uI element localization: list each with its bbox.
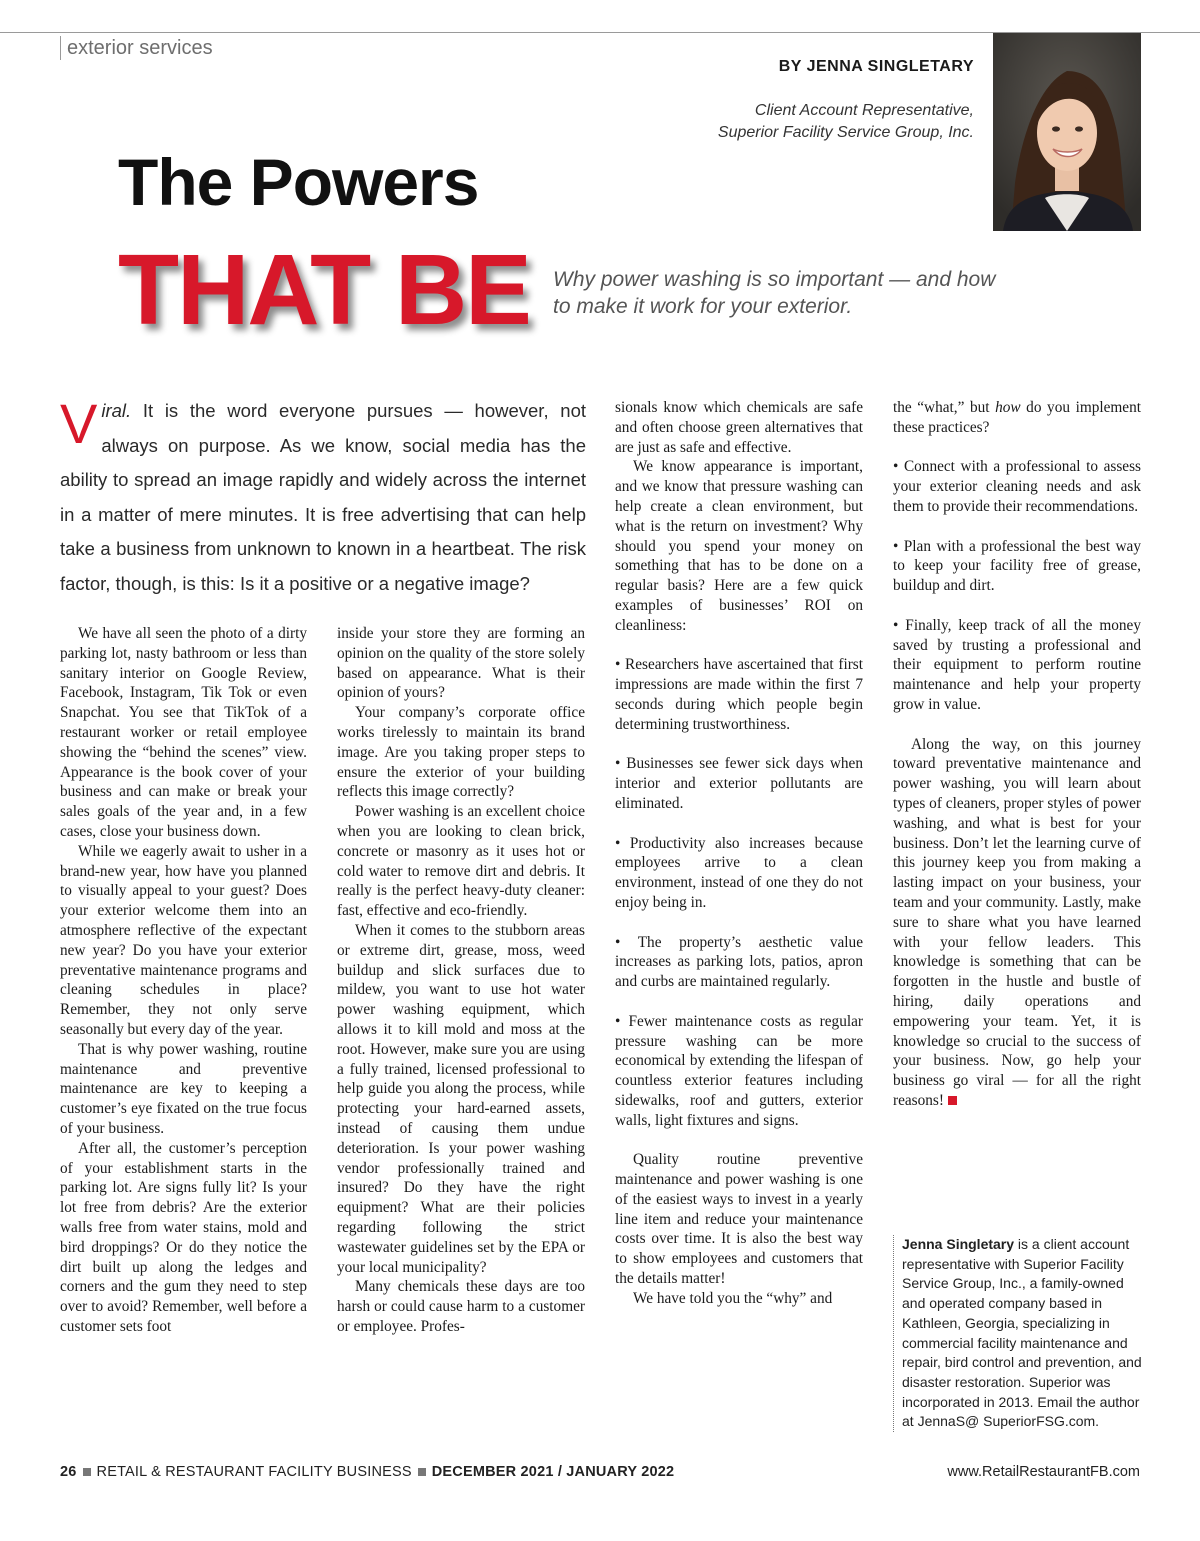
- body-column-1: [60, 624, 307, 1337]
- bullet-item: • Businesses see fewer sick days when interior and exterior pollutants are eliminated.: [615, 755, 863, 812]
- body-paragraph: [893, 398, 1141, 438]
- footer-url: www.RetailRestaurantFB.com: [947, 1464, 1140, 1480]
- separator-square-icon: [418, 1468, 426, 1476]
- body-text: do you implement these practices?: [893, 399, 1141, 436]
- bullet-item: • Researchers have ascertained that first impressions are made within the first 7 seconds during which people begin determining trustworthiness.: [615, 656, 863, 733]
- body-paragraph: Your company’s corporate office works tirelessly to maintain its brand image. Are you taking proper steps to ensure the exterior of your building reflects this image correctly?: [337, 704, 585, 801]
- bullet-item: • Connect with a professional to assess your exterior cleaning needs and ask them to provide their recommendations.: [893, 458, 1141, 515]
- bullet-item: • Fewer maintenance costs as regular pressure washing can be more economical by extending the lifespan of countless exterior features including sidewalks, roof and gutters, exterior walls, light fixtures and signs.: [615, 1012, 863, 1129]
- page-number: 26: [60, 1464, 77, 1480]
- bullet-item: • Plan with a professional the best way to keep your facility free of grease, buildup and dirt.: [893, 537, 1141, 595]
- lede-paragraph: [60, 394, 586, 602]
- body-paragraph: Quality routine preventive maintenance and power washing is one of the easiest ways to invest in a yearly line item and reduce your maintenance costs over time. It is also the best way to show employees and customers that the details matter!: [615, 1151, 863, 1288]
- byline: BY JENNA SINGLETARY: [778, 58, 974, 75]
- deck-subtitle: Why power washing is so important — and how to make it work for your exterior.: [553, 268, 996, 318]
- body-paragraph: Many chemicals these days are too harsh or could cause harm to a customer or employee. Profes-: [337, 1278, 585, 1335]
- author-portrait-illustration: [993, 33, 1141, 231]
- body-paragraph: sionals know which chemicals are safe and often choose green alternatives that are just as safe and effective.: [615, 399, 863, 456]
- section-label: exterior services: [60, 36, 213, 60]
- headline-line-1: The Powers: [118, 145, 479, 219]
- footer-folio: [60, 1464, 674, 1480]
- body-paragraph: inside your store they are forming an opinion on the quality of the store solely based on appearance. What is their opinion of yours?: [337, 625, 585, 702]
- body-column-2: [337, 624, 585, 1337]
- bio-text: is a client account representative with Superior Facility Service Group, Inc., a family-owned and operated company based in Kathleen, Georgia, specializing in commercial facility maintenance and repair, bird control and prevention, and disaster restoration. Superior was incorporated in 2013. Email the author at JennaS@ SuperiorFSG.com.: [902, 1236, 1142, 1430]
- bullet-item: • Productivity also increases because employees arrive to a clean environment, instead of one they do not enjoy being in.: [615, 834, 863, 911]
- author-photo: [993, 33, 1141, 231]
- bio-name: Jenna Singletary: [902, 1236, 1015, 1252]
- body-paragraph: That is why power washing, routine maintenance and preventive maintenance are key to keeping a customer’s eye fixated on the true focus of your business.: [60, 1040, 307, 1137]
- body-column-3: [615, 398, 863, 1309]
- body-column-4: [893, 398, 1141, 1111]
- publication-name: RETAIL & RESTAURANT FACILITY BUSINESS: [96, 1464, 412, 1480]
- body-paragraph: We know appearance is important, and we know that pressure washing can help create a clean environment, but what is the return on investment? Why should you spend your money on something that has to be done on a regular basis? Here are a few quick examples of businesses’ ROI on cleanliness:: [615, 458, 863, 634]
- body-paragraph: Power washing is an excellent choice when you are looking to clean brick, concrete or masonry as it uses hot or cold water to remove dirt and debris. It really is the perfect heavy-duty cleaner: fast, effective and eco-friendly.: [337, 803, 585, 920]
- body-paragraph: We have all seen the photo of a dirty parking lot, nasty bathroom or less than sanitary interior on Google Review, Facebook, Instagram, Tik Tok or even Snapchat. You see that TikTok of a restaurant worker or retail employee showing the “behind the scenes” view. Appearance is the book cover of your business and can make or break your sales goals of the year and, in a few cases, close your business down.: [60, 625, 307, 840]
- body-paragraph: When it comes to the stubborn areas or extreme dirt, grease, moss, weed buildup and slick surfaces due to mildew, you want to use hot water power washing equipment, which allows it to kill mold and moss at the root. However, make sure you are using a fully trained, licensed professional to help guide you along the process, while protecting your hard-earned assets, instead of causing them undue deterioration. Is your power washing vendor professionally trained and insured? Do they have the right equipment? What are their policies regarding following the strict wastewater guidelines set by the EPA or your local municipality?: [337, 921, 585, 1276]
- author-title: [718, 100, 974, 144]
- lede-text: It is the word everyone pursues — however, not always on purpose. As we know, social media has the ability to spread an image rapidly and widely across the internet in a matter of mere minutes. It is free advertising that can help take a business from unknown to known in a heartbeat. The risk factor, though, is this: Is it a positive or a negative image?: [60, 400, 586, 594]
- author-title-line-1: Client Account Representative,: [754, 102, 974, 119]
- body-paragraph: After all, the customer’s perception of your establishment starts in the parking lot. Are signs fully lit? Is your lot free from debris? Are the exterior walls free from water stains, mold and bird droppings? Or do they notice the dirt built up along the ledges and corners and the gum they need to step over to avoid? Remember, well before a customer sets foot: [60, 1139, 307, 1335]
- issue-date: DECEMBER 2021 / JANUARY 2022: [431, 1464, 675, 1480]
- bullet-item: • The property’s aesthetic value increases as parking lots, patios, apron and curbs are maintained regularly.: [615, 933, 863, 991]
- end-mark-icon: [948, 1096, 957, 1105]
- lede-italic-word: iral.: [101, 400, 132, 421]
- drop-cap: V: [60, 392, 98, 455]
- body-text: the “what,” but: [893, 399, 996, 416]
- separator-square-icon: [83, 1468, 91, 1476]
- bullet-item: • Finally, keep track of all the money saved by trusting a professional and their equipment to perform routine maintenance and help your property grow in value.: [893, 616, 1141, 713]
- closing-text: Along the way, on this journey toward preventative maintenance and power washing, you will learn about types of cleaners, proper styles of power washing, and what is best for your business. Don’t let the learning curve of this journey keep you from making a lasting impact on your business, your team and your community. Lastly, make sure to share what you have learned with your fellow leaders. This knowledge is something that can be forgotten in the hustle and bustle of hiring, daily operations and empowering your team. Yet, it is knowledge so crucial to the success of your business. Now, go help your business go viral — for all the right reasons!: [893, 735, 1141, 1109]
- headline-line-2: THAT BE: [118, 234, 530, 346]
- author-bio: [893, 1235, 1150, 1432]
- body-paragraph: While we eagerly await to usher in a brand-new year, how have you planned to visually appeal to your guest? Does your exterior welcome them into an atmosphere reflective of the expectant new year? Do you have your exterior preventative maintenance programs and cleaning schedules in place? Remember, they not only serve seasonally but every day of the year.: [60, 842, 307, 1038]
- body-emphasis: how: [995, 399, 1021, 416]
- body-paragraph: [893, 735, 1141, 1111]
- body-paragraph: We have told you the “why” and: [633, 1289, 833, 1307]
- author-title-line-2: Superior Facility Service Group, Inc.: [717, 124, 974, 141]
